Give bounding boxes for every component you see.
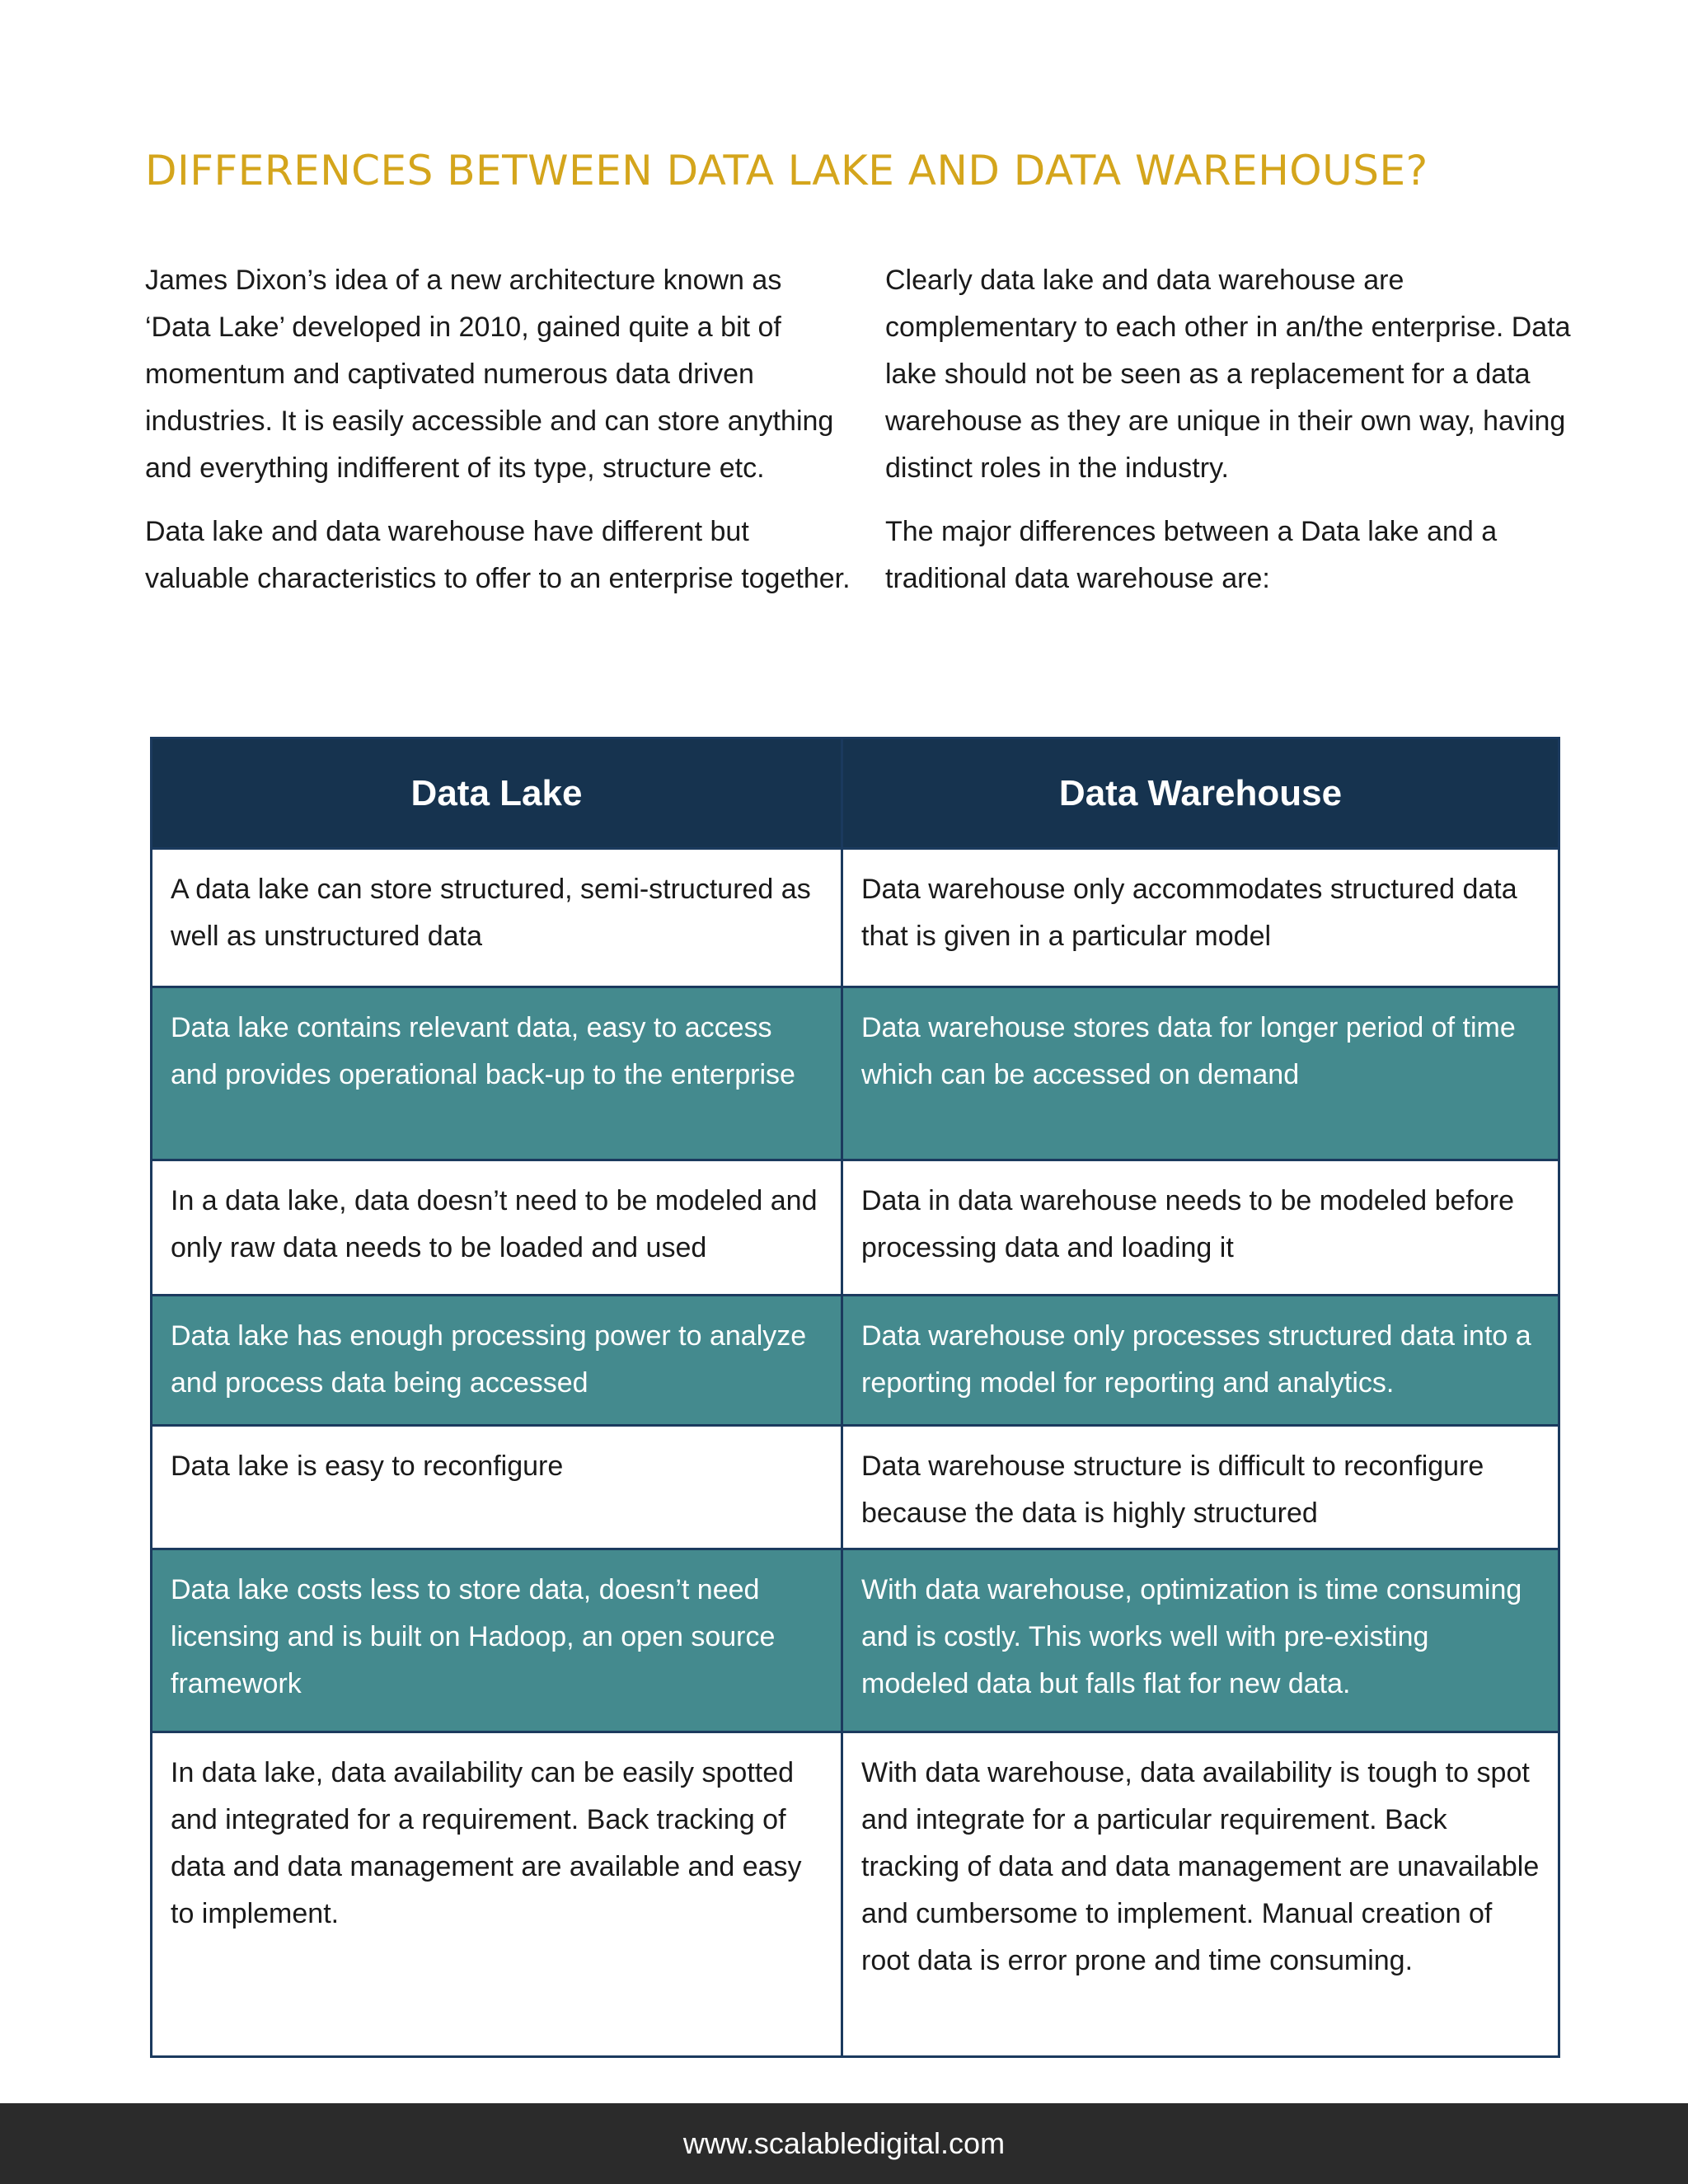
data-lake-cell: Data lake contains relevant data, easy to access and provides operational back-up to the enterprise: [152, 987, 842, 1160]
data-warehouse-cell: Data warehouse only accommodates structured data that is given in a particular model: [842, 849, 1559, 987]
header-data-warehouse: Data Warehouse: [842, 738, 1559, 849]
intro-paragraph: The major differences between a Data lake and a traditional data warehouse are:: [885, 516, 1498, 594]
data-warehouse-cell: Data warehouse structure is difficult to reconfigure because the data is highly structured: [842, 1426, 1559, 1549]
footer-bar: [0, 2103, 1688, 2184]
table-row: [152, 849, 1559, 987]
table-row: [152, 1160, 1559, 1296]
intro-paragraph: Data lake and data warehouse have different but valuable characteristics to offer to an enterprise together.: [145, 516, 851, 594]
data-lake-cell: In data lake, data availability can be easily spotted and integrated for a requirement. Back tracking of data and data management are available and easy to implement.: [152, 1732, 842, 2057]
table-header-row: [152, 738, 1559, 849]
data-lake-cell: In a data lake, data doesn’t need to be modeled and only raw data needs to be loaded and used: [152, 1160, 842, 1296]
data-lake-cell: Data lake is easy to reconfigure: [152, 1426, 842, 1549]
page-title: DIFFERENCES BETWEEN DATA LAKE AND DATA WAREHOUSE?: [145, 147, 1428, 194]
table-row: [152, 1549, 1559, 1732]
footer-url: www.scalabledigital.com: [682, 2126, 1006, 2160]
data-warehouse-cell: Data in data warehouse needs to be modeled before processing data and loading it: [842, 1160, 1559, 1296]
data-lake-cell: Data lake costs less to store data, doesn’t need licensing and is built on Hadoop, an open source framework: [152, 1549, 842, 1732]
data-warehouse-cell: Data warehouse stores data for longer period of time which can be accessed on demand: [842, 987, 1559, 1160]
table-row: [152, 1296, 1559, 1426]
intro-left-column: [145, 257, 854, 619]
intro-right-column: [885, 257, 1594, 619]
data-warehouse-cell: With data warehouse, optimization is time consuming and is costly. This works well with pre-existing modeled data but falls flat for new data.: [842, 1549, 1559, 1732]
table-row: [152, 1426, 1559, 1549]
header-data-lake: Data Lake: [152, 738, 842, 849]
intro-paragraph: James Dixon’s idea of a new architecture known as ‘Data Lake’ developed in 2010, gained quite a bit of momentum and captivated numerous data driven industries. It is easily accessible and can store anything and everything indifferent of its type, structure etc.: [145, 265, 834, 484]
data-warehouse-cell: Data warehouse only processes structured data into a reporting model for reporting and analytics.: [842, 1296, 1559, 1426]
table-row: [152, 987, 1559, 1160]
data-lake-cell: A data lake can store structured, semi-structured as well as unstructured data: [152, 849, 842, 987]
table-row: [152, 1732, 1559, 2057]
data-warehouse-cell: With data warehouse, data availability is tough to spot and integrate for a particular requirement. Back tracking of data and data management are unavailable and cumbersome to implement. Manual creation of root data is error prone and time consuming.: [842, 1732, 1559, 2057]
intro-paragraph: Clearly data lake and data warehouse are complementary to each other in an/the enterprise. Data lake should not be seen as a replacement for a data warehouse as they are unique in their own way, having distinct roles in the industry.: [885, 265, 1571, 484]
data-lake-cell: Data lake has enough processing power to analyze and process data being accessed: [152, 1296, 842, 1426]
comparison-table: [150, 737, 1560, 2058]
